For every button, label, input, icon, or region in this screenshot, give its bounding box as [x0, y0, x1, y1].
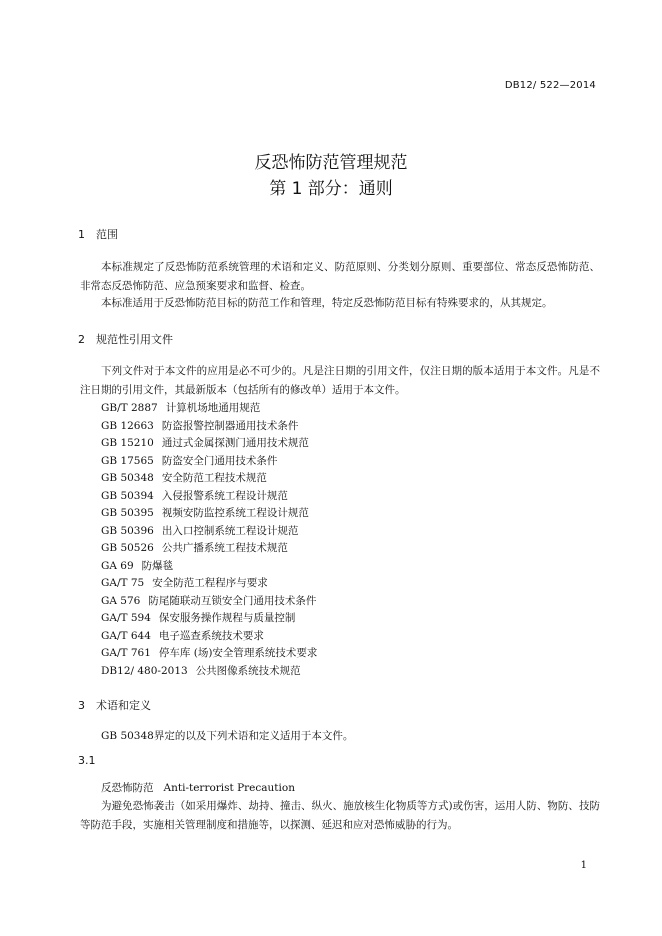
reference-code: GA/T 761: [101, 647, 151, 659]
reference-code: GA 69: [101, 559, 134, 572]
reference-code: GB 17565: [101, 454, 154, 467]
reference-code: GB 50396: [101, 524, 154, 537]
reference-code: GB 12663: [101, 419, 154, 432]
section-1-paragraph-1: 本标准规定了反恐怖防范系统管理的术语和定义、防范原则、分类划分原则、重要部位、常态反恐怖防范、非常态反恐怖防范、应急预案要求和监督、检查。: [80, 261, 600, 292]
reference-item: [101, 523, 317, 541]
reference-title: 通过式金属探测门通用技术规范: [161, 437, 309, 449]
section-number: 2: [78, 333, 85, 346]
document-title: 反恐怖防范管理规范: [254, 153, 408, 173]
reference-code: GB 50395: [101, 507, 154, 519]
section-title: 术语和定义: [96, 699, 151, 712]
document-subtitle: 第 1 部分：通则: [269, 179, 393, 199]
reference-code: DB12/ 480-2013: [101, 664, 188, 677]
section-1-paragraph-2: 本标准适用于反恐怖防范目标的防范工作和管理，特定反恐怖防范目标有特殊要求的，从其规定。: [101, 297, 553, 309]
reference-item: [101, 558, 317, 576]
reference-title: 公共图像系统技术规范: [195, 664, 301, 677]
reference-code: GB 50526: [101, 542, 154, 554]
reference-title: 安全防范工程程序与要求: [152, 577, 268, 589]
reference-title: 停车库 (场)安全管理系统技术要求: [158, 647, 318, 659]
reference-item: [101, 488, 317, 506]
document-header-code: DB12/ 522—2014: [504, 80, 596, 91]
section-3-intro: GB 50348界定的以及下列术语和定义适用于本文件。: [101, 730, 354, 742]
reference-code: GB 15210: [101, 437, 154, 449]
section-number: 1: [78, 228, 85, 241]
reference-title: 防爆毯: [141, 559, 174, 572]
reference-title: 视频安防监控系统工程设计规范: [161, 507, 309, 519]
term-chinese: 反恐怖防范: [101, 782, 154, 794]
reference-title: 入侵报警系统工程设计规范: [161, 489, 288, 502]
reference-title: 防尾随联动互锁安全门通用技术条件: [148, 594, 317, 607]
reference-item: [101, 540, 317, 558]
reference-item: [101, 628, 317, 646]
reference-title: 计算机场地通用规范: [165, 402, 261, 414]
reference-title: 安全防范工程技术规范: [161, 472, 267, 484]
term-number: 3.1: [78, 754, 96, 767]
reference-code: GA/T 644: [101, 629, 151, 642]
reference-title: 保安服务操作规程与质量控制: [158, 612, 296, 624]
reference-title: 公共广播系统工程技术规范: [161, 542, 288, 554]
reference-item: [101, 575, 317, 593]
section-title: 规范性引用文件: [96, 333, 173, 346]
section-title: 范围: [96, 228, 118, 241]
section-3-heading: [78, 697, 151, 713]
reference-item: [101, 505, 317, 523]
reference-title: 防盗安全门通用技术条件: [161, 454, 278, 467]
normative-references-list: [101, 400, 317, 680]
reference-code: GA/T 594: [101, 612, 151, 624]
reference-item: [101, 400, 317, 418]
reference-title: 出入口控制系统工程设计规范: [161, 524, 299, 537]
section-1-heading: [78, 226, 118, 242]
reference-item: [101, 435, 317, 453]
reference-title: 电子巡查系统技术要求: [158, 629, 264, 642]
term-entry: [101, 780, 295, 795]
reference-title: 防盗报警控制器通用技术条件: [161, 419, 299, 432]
section-number: 3: [78, 699, 85, 712]
reference-code: GB 50348: [101, 472, 154, 484]
term-definition: 为避免恐怖袭击（如采用爆炸、劫持、撞击、纵火、施放核生化物质等方式)或伤害，运用人防、物防、技防等防范手段，实施相关管理制度和措施等，以探测、延迟和应对恐怖威胁的行为。: [80, 800, 600, 831]
reference-item: [101, 453, 317, 471]
reference-item: [101, 470, 317, 488]
reference-item: [101, 610, 317, 628]
reference-code: GA 576: [101, 594, 141, 607]
reference-code: GB/T 2887: [101, 402, 158, 414]
reference-item: [101, 593, 317, 611]
term-english: Anti-terrorist Precaution: [163, 782, 295, 794]
reference-item: [101, 418, 317, 436]
section-2-heading: [78, 331, 173, 347]
page-number: 1: [580, 860, 587, 871]
reference-code: GA/T 75: [101, 577, 145, 589]
reference-item: [101, 645, 317, 663]
section-2-intro: 下列文件对于本文件的应用是必不可少的。凡是注日期的引用文件，仅注日期的版本适用于本文件。凡是不注日期的引用文件，其最新版本（包括所有的修改单）适用于本文件。: [80, 365, 600, 396]
reference-code: GB 50394: [101, 489, 154, 502]
reference-item: [101, 663, 317, 681]
